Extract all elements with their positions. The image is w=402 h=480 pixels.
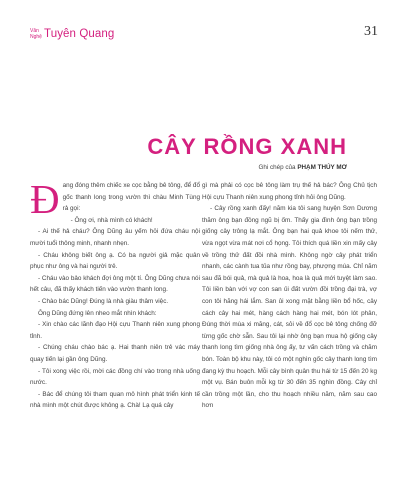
paragraph-text: ang đóng thêm chiếc xe cọc bằng bê tông, để đổ gốc thanh long trong vườn thì chàu Minh Tùng rả gọi: — [62, 182, 200, 213]
paragraph: - Tôi xong việc rồi, mời các đồng chí vào trong nhà uống nước. — [30, 367, 200, 387]
logo-small-text: Văn Nghệ — [30, 28, 42, 40]
paragraph: - Chúng cháu chào bác ạ. Hai thanh niên trẻ vác máy quay tiến lại gần ông Dũng. — [30, 344, 200, 363]
paragraph: - Ông ơi, nhà mình có khách! — [70, 216, 153, 224]
paragraph: - Ai thế hả cháu? Ông Dũng âu yếm hỏi đứa cháu nội mười tuổi thông minh, nhanh nhẹn. — [30, 228, 200, 247]
paragraph: - Bác để chúng tôi tham quan mô hình phát triển kinh tế nhà mình một chút được không ạ. Chà! Lạ quá cây — [30, 390, 200, 410]
logo-name: Tuyên Quang — [44, 28, 115, 40]
paragraph: - Xin chào các lãnh đạo Hội cựu Thanh niên xung phong tỉnh. — [30, 321, 200, 340]
paragraph: - Cây rồng xanh đấy! năm kia tôi sang huyện Sơn Dương thăm ông bạn đồng ngũ bị ốm. Thấy gia đình ông bạn trồng giống cây trông lạ mắt. Ông bạn hai quả khoe tôi nếm thử, vừa ngọt vừa mát nơi cổ họng. Tôi thích quá liền xin mấy cây về trồng thử đất đồi nhà mình. Không ngờ cây phát triển nhanh, các cành tua tủa như rồng bay, phượng múa. Chỉ năm sau đã bói quả, mà quả là hoa, hoa là quả mới tuyệt làm sao. Tôi liền bàn với vợ con san ủi đất vườn đồi trồng đại trà, vợ con tôi hăng hái lắm. San ủi xong mặt bằng liền bổ hốc, cây cách cây hai mét, hàng cách hàng hai mét, bón lót phân, Đúng thời mùa xi măng, cát, sỏi về đổ cọc bê tông chống đỡ từng gốc chờ sẵn. Sau tôi lại nhờ ông bạn mua hộ giống cây thanh long tìm giống nhà ông ấy, tư vấn cách trồng và chăm bón. Toàn bộ khu này, tôi có một nghìn gốc cây thanh long tìm đang kỳ thu hoạch. Mỗi cây bình quân thu hái từ 15 đến 20 kg một vụ. Bán buôn mỗi kg từ 30 đến 35 nghìn đồng. Cây chỉ cần trồng một lần, cho thu hoạch nhiều năm, năm sau cao hơn — [202, 205, 377, 410]
byline — [258, 164, 347, 171]
drop-cap: Đ — [30, 176, 60, 222]
page-number: 31 — [364, 24, 378, 39]
paragraph: gì mà phải có cọc bê tông làm trụ thế hả bác? Ông Chủ tịch Hội cựu Thanh niên xung phong tỉnh hỏi ông Dũng. — [202, 182, 377, 201]
left-column — [30, 176, 200, 412]
paragraph: - Cháu không biết ông ạ. Có ba người giả mặc quân phục như ông và hai người trẻ. — [30, 251, 200, 271]
paragraph: - Chào bác Dũng! Đúng là nhà giàu thâm việc. — [38, 297, 169, 305]
paragraph: - Cháu vào bảo khách đợi ông một tí. Ông Dũng chưa nói hết câu, đã thấy khách tiến vào vườn thanh long. — [30, 274, 200, 294]
byline-prefix: Ghi chép của — [258, 164, 296, 171]
article-title: CÂY RỒNG XANH — [147, 134, 347, 159]
right-column — [202, 180, 377, 412]
paragraph: Ông Dũng đứng lên nheo mắt nhìn khách: — [38, 309, 157, 317]
author-name: PHẠM THÚY MƠ — [297, 164, 347, 171]
